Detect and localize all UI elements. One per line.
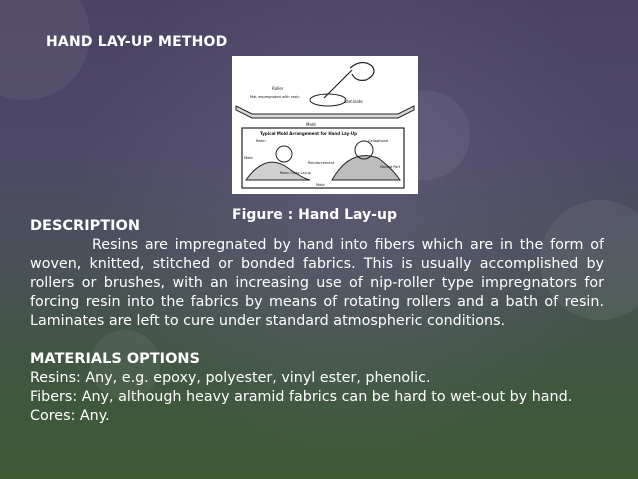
figure-label-reinforcement: Reinforcement	[308, 161, 335, 165]
figure-caption: Figure : Hand Lay-up	[232, 207, 397, 223]
figure-label-resin-glass: Resin Glass Layup	[280, 171, 311, 175]
figure-label-laminate: Laminate	[344, 99, 363, 104]
description-heading: DESCRIPTION	[30, 218, 140, 234]
description-paragraph: Resins are impregnated by hand into fibers which are in the form of woven, knitted, stitched or bonded fabrics. This is usually accomplished by rollers or brushes, with an increasing use of nip-roller type impregnators for forcing resin into the fabrics by means of rotating rollers and a bath of resin. Laminates are left to cure under standard atmospheric conditions.	[30, 237, 604, 329]
background-bubble	[0, 0, 90, 100]
materials-heading: MATERIALS OPTIONS	[30, 351, 200, 367]
figure-label-roller: Roller	[272, 86, 284, 91]
hand-roller-drawing	[324, 62, 374, 98]
figure-label-resin: Resin	[256, 139, 266, 143]
figure-label-mold: Mold	[306, 122, 316, 127]
figure-label-mold3: Mold	[316, 183, 325, 187]
fibers-line: Fibers: Any, although heavy aramid fabrics can be hard to wet-out by hand.	[30, 389, 573, 405]
figure-label-mold2: Mold	[244, 156, 253, 160]
figure-label-mat: Mat impregnated with resin	[250, 95, 300, 99]
figure-label-molded-part: Molded Part	[380, 165, 401, 169]
laminate-ellipse	[310, 94, 346, 106]
figure-label-arrangement: Typical Mold Arrangement for Hand Lay-Up	[260, 131, 357, 136]
hand-layup-diagram	[232, 56, 418, 194]
slide-body	[30, 217, 604, 426]
slide-title: HAND LAY-UP METHOD	[46, 34, 228, 50]
resins-line: Resins: Any, e.g. epoxy, polyester, vinyl ester, phenolic.	[30, 370, 431, 386]
resin-roll	[276, 146, 292, 162]
hand-layup-figure	[232, 56, 418, 194]
figure-label-cellophane: Cellophane	[368, 139, 389, 143]
spacer	[30, 331, 604, 350]
cores-line: Cores: Any.	[30, 408, 110, 424]
mold-tray-shape	[236, 106, 414, 118]
